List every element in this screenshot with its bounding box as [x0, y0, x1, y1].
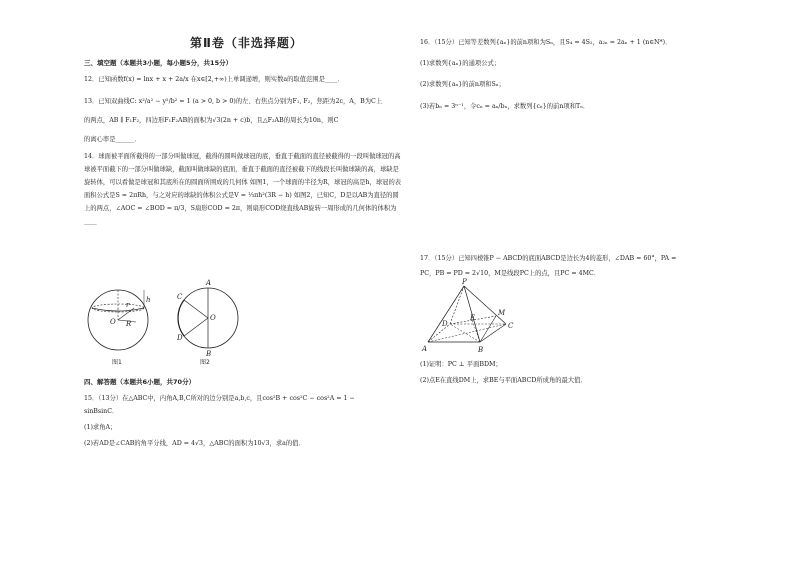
question-16-part3: (3)若bₙ = 3ⁿ⁻¹，令cₙ = aₙ/bₙ，求数列{cₙ}的前n项和Tₙ． [420, 103, 590, 110]
pyramid-label-P: P [462, 278, 467, 286]
figure-1-sphere-cap [84, 282, 164, 362]
question-16-line1: 16．（15分）已知等差数列{aₙ}的前n项和为Sₙ，且S₄ = 4S₂，a₂ₙ = 2aₙ + 1 (n∈N*)． [420, 39, 672, 46]
question-13-line1: 13．已知双曲线C: x²/a² − y²/b² = 1 (a > 0, b > 0)的左、右焦点分别为F₁, F₂，焦距为2c，A，B为C上 [84, 98, 383, 105]
section-answer-heading: 四、解答题（本题共6小题，共70分） [84, 378, 196, 386]
figure-pyramid [420, 278, 520, 358]
question-17-part1: (1)证明：PC ⊥ 平面BDM； [420, 361, 502, 368]
fig2-label-O: O [210, 314, 216, 322]
pyramid-label-A: A [422, 345, 428, 353]
fig2-label-C: C [177, 293, 183, 301]
question-12: 12．已知函数f(x) = lnx + x + 2a/x 在x∈[2,+∞)上单调递增，则实数a的取值范围是____． [84, 76, 344, 83]
fig2-label-A: A [206, 279, 212, 287]
pyramid-label-C: C [508, 322, 514, 330]
fig2-label-B: B [206, 350, 212, 358]
pyramid-label-E: E [470, 314, 476, 322]
figure-2-caption: 图2 [200, 359, 210, 366]
pyramid-label-D: D [442, 320, 448, 328]
question-13-line2: 的两点，AB ∥ F₁F₂，四边形F₁F₂AB的面积为√3(2n + c)b，且△F₂AB的周长为10n，则C [84, 117, 339, 124]
question-16-part2: (2)求数列{aₙ}的前n项和Sₙ； [420, 81, 505, 88]
question-15-line1: 15．（13分）在△ABC中，内角A,B,C所对的边分别是a,b,c，且cos²B + cos²C − cos²A = 1 − [84, 395, 355, 402]
page-title: 第Ⅱ卷（非选择题） [190, 36, 303, 50]
question-15-part1: (1)求角A； [84, 424, 117, 431]
question-15-part2: (2)若AD是∠CAB的角平分线，AD = 4√3，△ABC的面积为10√3，求a的值． [84, 440, 305, 447]
fig1-label-R: R [126, 320, 132, 328]
section-fill-in-heading: 三、填空题（本题共3小题，每小题5分，共15分） [84, 59, 233, 67]
question-17-line2: PC，PB = PD = 2√10，M是线段PC上的点，且PC = 4MC． [420, 270, 601, 277]
question-16-part1: (1)求数列{aₙ}的通项公式； [420, 60, 501, 67]
figure-1-caption: 图1 [112, 359, 122, 366]
question-13-line3: 的离心率是______． [84, 136, 141, 143]
fig1-label-O: O [110, 318, 116, 326]
figure-2-sector [172, 278, 242, 358]
fig1-label-h: h [146, 296, 151, 304]
fig2-label-D: D [177, 334, 183, 342]
pyramid-label-B: B [478, 346, 484, 354]
fig1-label-r: r [126, 301, 130, 309]
question-17-part2: (2)点E在直线DM上，求BE与平面ABCD所成角的最大值． [420, 377, 587, 384]
pyramid-label-M: M [498, 309, 506, 317]
question-15-line2: sinBsinC． [84, 408, 119, 415]
question-14: 14．球面被平面所截得的一部分叫做球冠，截得的圆叫做球冠的底，垂直于截面的直径被截得的一段叫做球冠的高 球被平面截下的一部分叫做球缺，截面叫做球缺的底面，垂直于截面的直径被截下的线段长叫做球缺的高，球缺是旋转体，可以看做是球冠和其底所在的圆面所围成的几何体 如图1，一个球面的半径为R，球冠的高是h，球冠的表面积公式是S = 2πRh，与之对应的球缺的体积公式是V = ⅓πh²(3R − h) 如图2，已知C，D是以AB为直径的圆上的两点，∠AOC = ∠BOD = π/3，S扇形COD = 2π，则扇形COD绕直线AB旋转一周形成的几何体的体积为____ [84, 153, 402, 225]
question-17-line1: 17．（15分）已知四棱锥P − ABCD的底面ABCD是边长为4的菱形，∠DAB = 60°，PA = [420, 255, 677, 262]
